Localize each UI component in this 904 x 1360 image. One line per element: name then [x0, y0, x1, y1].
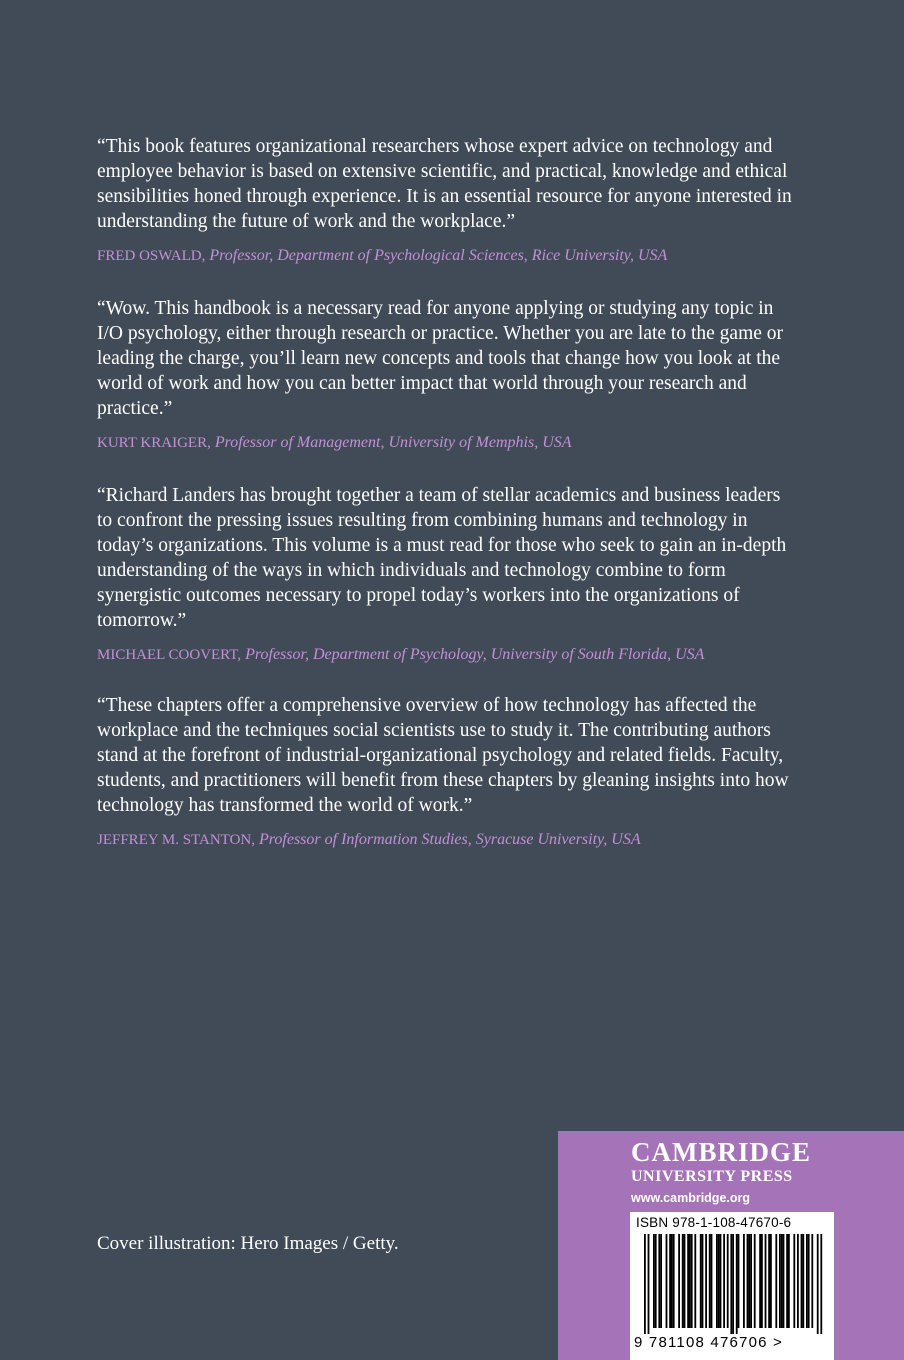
- endorsement-4: [97, 693, 797, 850]
- barcode-bar: [723, 1234, 725, 1328]
- barcode-bar: [786, 1234, 788, 1328]
- barcode-bar: [669, 1234, 671, 1328]
- barcode-bar: [678, 1234, 680, 1328]
- barcode-bar: [648, 1234, 650, 1334]
- endorsement-quote: “This book features organizational researchers whose expert advice on technology and employee behavior is based on extensive scientific, and practical, knowledge and ethical sensibilities honed through experience. It is an essential resource for anyone interested in understanding the future of work and the workplace.”: [97, 136, 792, 232]
- endorser-role: Professor, Department of Psychological Sciences, Rice University, USA: [209, 247, 668, 264]
- endorsement-attribution: [97, 246, 797, 266]
- barcode-bar: [783, 1234, 785, 1328]
- barcode-bar: [682, 1234, 684, 1328]
- isbn-barcode: [630, 1212, 834, 1360]
- barcode-bar: [709, 1234, 711, 1328]
- endorsement-2: [97, 296, 797, 453]
- endorsement-attribution: [97, 830, 797, 850]
- endorsement-1: [97, 134, 797, 266]
- endorsement-quote: “Wow. This handbook is a necessary read for anyone applying or studying any topic in I/O psychology, either through research or practice. Whether you are late to the game or leading the charge, you’ll learn new concepts and tools that change how you look at the world of work and how you can better impact that world through your research and practice.”: [97, 298, 784, 419]
- barcode-bar: [775, 1234, 777, 1328]
- endorsement-attribution: [97, 433, 797, 453]
- barcode-bar: [732, 1234, 734, 1334]
- barcode-bar: [727, 1234, 729, 1328]
- barcode-bar: [748, 1234, 750, 1328]
- barcode-bar: [684, 1234, 686, 1328]
- barcode-bar: [705, 1234, 707, 1328]
- barcode-bar: [770, 1234, 772, 1328]
- barcode-bar: [811, 1234, 813, 1328]
- barcode-bar: [761, 1234, 763, 1328]
- barcode-bar: [768, 1234, 770, 1328]
- barcode-bar: [658, 1234, 660, 1328]
- barcode-bar: [691, 1234, 693, 1328]
- barcode-bars: [630, 1234, 834, 1334]
- publisher-url: www.cambridge.org: [631, 1191, 751, 1205]
- endorsement-3: [97, 483, 797, 665]
- barcode-bar: [730, 1234, 732, 1334]
- barcode-bar: [716, 1234, 718, 1328]
- barcode-bar: [655, 1234, 657, 1328]
- barcode-bar: [738, 1234, 740, 1328]
- endorser-name: FRED OSWALD,: [97, 248, 206, 264]
- barcode-bar: [801, 1234, 803, 1328]
- barcode-bar: [817, 1234, 819, 1334]
- barcode-bar: [673, 1234, 675, 1328]
- barcode-bar: [653, 1234, 655, 1328]
- barcode-bar: [820, 1234, 822, 1334]
- barcode-bar: [720, 1234, 722, 1328]
- endorsement-quote: “These chapters offer a comprehensive overview of how technology has affected the workplace and the techniques social scientists use to study it. The contributing authors stand at the forefront of industrial-organizational psychology and related fields. Faculty, students, and practitioners will benefit from these chapters by gleaning insights into how technology has transformed the world of work.”: [97, 695, 789, 816]
- barcode-bar: [671, 1234, 673, 1328]
- barcode-bar: [666, 1234, 668, 1328]
- barcode-bar: [802, 1234, 804, 1328]
- barcode-bar: [702, 1234, 704, 1328]
- barcode-bar: [700, 1234, 702, 1328]
- endorser-name: MICHAEL COOVERT,: [97, 647, 242, 663]
- barcode-bar: [759, 1234, 761, 1328]
- barcode-bar: [808, 1234, 810, 1328]
- endorser-name: JEFFREY M. STANTON,: [97, 832, 255, 848]
- endorser-role: Professor of Information Studies, Syracuse University, USA: [259, 831, 641, 848]
- barcode-bar: [711, 1234, 713, 1328]
- barcode-bar: [660, 1234, 662, 1328]
- barcode-bar: [754, 1234, 756, 1328]
- barcode-bar: [779, 1234, 781, 1328]
- publisher-logo-name: CAMBRIDGE: [631, 1137, 812, 1167]
- barcode-digits: 9 781108 476706 >: [634, 1334, 783, 1351]
- endorsement-quote: “Richard Landers has brought together a team of stellar academics and business leaders to confront the pressing issues resulting from combining humans and technology in today’s organizations. This volume is a must read for those who seek to gain an in-depth understanding of the ways in which individuals and technology combine to form synergistic outcomes necessary to propel today’s workers into the organizations of tomorrow.”: [97, 485, 787, 631]
- barcode-bar: [793, 1234, 795, 1328]
- barcode-bar: [747, 1234, 749, 1328]
- endorsement-attribution: [97, 645, 797, 665]
- publisher-logo-subtitle: UNIVERSITY PRESS: [631, 1168, 793, 1185]
- cover-illustration-credit: Cover illustration: Hero Images / Getty.: [97, 1233, 399, 1254]
- barcode-bar: [689, 1234, 691, 1328]
- barcode-bar: [687, 1234, 689, 1328]
- barcode-bar: [694, 1234, 696, 1328]
- endorser-role: Professor of Management, University of Memphis, USA: [214, 434, 572, 451]
- barcode-bar: [736, 1234, 738, 1334]
- barcode-bar: [781, 1234, 783, 1328]
- barcode-bar: [765, 1234, 767, 1328]
- barcode-bar: [797, 1234, 799, 1328]
- endorser-name: KURT KRAIGER,: [97, 435, 211, 451]
- endorser-role: Professor, Department of Psychology, University of South Florida, USA: [245, 646, 705, 663]
- publisher-panel: [558, 1131, 904, 1360]
- barcode-bar: [644, 1234, 646, 1334]
- barcode-bar: [806, 1234, 808, 1328]
- barcode-bar: [750, 1234, 752, 1328]
- isbn-label: ISBN 978-1-108-47670-6: [636, 1215, 792, 1230]
- barcode-bar: [788, 1234, 790, 1328]
- barcode-bar: [743, 1234, 745, 1328]
- barcode-bar: [718, 1234, 720, 1328]
